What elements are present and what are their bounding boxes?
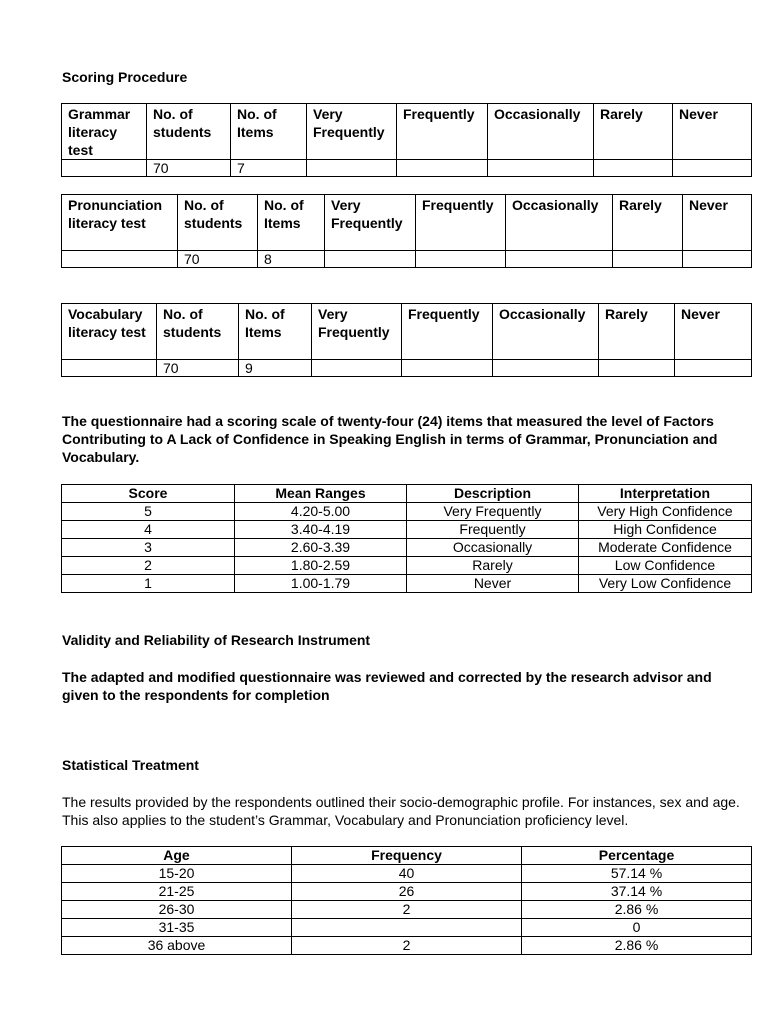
header-cell: Very Frequently	[312, 304, 402, 360]
cell	[506, 251, 613, 268]
cell: 3	[62, 539, 235, 557]
cell: 8	[258, 251, 325, 268]
table-row	[62, 883, 752, 901]
validity-paragraph: The adapted and modified questionnaire was reviewed and corrected by the research advisor and given to the respondents for completion	[62, 669, 712, 703]
header-cell: Vocabulary literacy test	[62, 304, 157, 360]
cell: 2.60-3.39	[235, 539, 407, 557]
cell: 2.86 %	[522, 901, 752, 919]
cell	[325, 251, 416, 268]
header-cell: No. of Items	[231, 104, 307, 160]
cell: High Confidence	[579, 521, 752, 539]
table-row	[62, 539, 752, 557]
age-distribution-table	[61, 846, 752, 955]
pronunciation-scoring-table	[61, 194, 752, 268]
header-cell: Never	[675, 304, 752, 360]
cell: Very High Confidence	[579, 503, 752, 521]
cell: 40	[292, 865, 522, 883]
cell	[62, 160, 147, 177]
table-row	[62, 575, 752, 593]
table-row	[62, 160, 752, 177]
cell: Very Frequently	[407, 503, 579, 521]
cell: Frequently	[407, 521, 579, 539]
cell: 0	[522, 919, 752, 937]
header-cell: Frequently	[397, 104, 488, 160]
statistical-treatment-heading: Statistical Treatment	[62, 757, 199, 773]
header-cell: No. of students	[147, 104, 231, 160]
header-cell: Never	[673, 104, 752, 160]
cell	[397, 160, 488, 177]
cell	[599, 360, 675, 377]
cell	[307, 160, 397, 177]
cell	[62, 360, 157, 377]
cell	[402, 360, 493, 377]
statistical-treatment-paragraph: The results provided by the respondents outlined their socio-demographic profile. For instances, sex and age. This also applies to the student’s Grammar, Vocabulary and Pronunciation proficiency level.	[62, 794, 740, 828]
cell: 26	[292, 883, 522, 901]
header-cell: Frequently	[416, 195, 506, 251]
table-row	[62, 901, 752, 919]
header-cell: Score	[62, 485, 235, 503]
cell	[683, 251, 752, 268]
header-cell: No. of students	[178, 195, 258, 251]
header-cell: Rarely	[613, 195, 683, 251]
header-cell: Mean Ranges	[235, 485, 407, 503]
cell: Low Confidence	[579, 557, 752, 575]
header-cell: Rarely	[599, 304, 675, 360]
cell: 2	[292, 937, 522, 955]
header-cell: No. of students	[157, 304, 239, 360]
cell: 1.80-2.59	[235, 557, 407, 575]
cell: 9	[239, 360, 312, 377]
cell: 31-35	[62, 919, 292, 937]
header-cell: Frequently	[402, 304, 493, 360]
cell: 4.20-5.00	[235, 503, 407, 521]
table-row	[62, 937, 752, 955]
cell	[292, 919, 522, 937]
cell: Occasionally	[407, 539, 579, 557]
cell: 2	[62, 557, 235, 575]
header-cell: Occasionally	[506, 195, 613, 251]
cell	[673, 160, 752, 177]
cell: 3.40-4.19	[235, 521, 407, 539]
cell: Moderate Confidence	[579, 539, 752, 557]
header-cell: No. of Items	[239, 304, 312, 360]
cell: 21-25	[62, 883, 292, 901]
header-cell: Grammar literacy test	[62, 104, 147, 160]
cell: 70	[178, 251, 258, 268]
header-cell: Occasionally	[493, 304, 599, 360]
vocabulary-scoring-table	[61, 303, 752, 377]
table-row	[62, 865, 752, 883]
table-row	[62, 251, 752, 268]
table-row	[62, 360, 752, 377]
cell	[62, 251, 178, 268]
scoring-procedure-heading: Scoring Procedure	[62, 69, 188, 85]
header-cell: Very Frequently	[325, 195, 416, 251]
cell	[416, 251, 506, 268]
header-cell: No. of Items	[258, 195, 325, 251]
cell: 26-30	[62, 901, 292, 919]
scoring-scale-table	[61, 484, 752, 593]
header-cell: Pronunciation literacy test	[62, 195, 178, 251]
cell: Never	[407, 575, 579, 593]
cell: 15-20	[62, 865, 292, 883]
header-cell: Interpretation	[579, 485, 752, 503]
cell: 37.14 %	[522, 883, 752, 901]
table-row	[62, 521, 752, 539]
header-cell: Description	[407, 485, 579, 503]
cell: 57.14 %	[522, 865, 752, 883]
cell	[675, 360, 752, 377]
cell	[488, 160, 594, 177]
cell	[613, 251, 683, 268]
cell: Rarely	[407, 557, 579, 575]
cell: 5	[62, 503, 235, 521]
cell	[594, 160, 673, 177]
cell: 2	[292, 901, 522, 919]
header-cell: Age	[62, 847, 292, 865]
table-row	[62, 503, 752, 521]
cell: 7	[231, 160, 307, 177]
header-cell: Rarely	[594, 104, 673, 160]
cell: 36 above	[62, 937, 292, 955]
header-cell: Occasionally	[488, 104, 594, 160]
validity-heading: Validity and Reliability of Research Instrument	[62, 632, 371, 648]
cell: 1.00-1.79	[235, 575, 407, 593]
cell: 70	[157, 360, 239, 377]
table-row	[62, 557, 752, 575]
questionnaire-paragraph: The questionnaire had a scoring scale of twenty-four (24) items that measured the level of Factors Contributing to A Lack of Confidence in Speaking English in terms of Grammar, Pronunciation and Vocabulary.	[62, 413, 718, 465]
cell: 70	[147, 160, 231, 177]
table-row	[62, 919, 752, 937]
header-cell: Very Frequently	[307, 104, 397, 160]
cell	[312, 360, 402, 377]
grammar-scoring-table	[61, 103, 752, 177]
header-cell: Frequency	[292, 847, 522, 865]
cell	[493, 360, 599, 377]
cell: 2.86 %	[522, 937, 752, 955]
cell: Very Low Confidence	[579, 575, 752, 593]
header-cell: Percentage	[522, 847, 752, 865]
cell: 1	[62, 575, 235, 593]
cell: 4	[62, 521, 235, 539]
header-cell: Never	[683, 195, 752, 251]
